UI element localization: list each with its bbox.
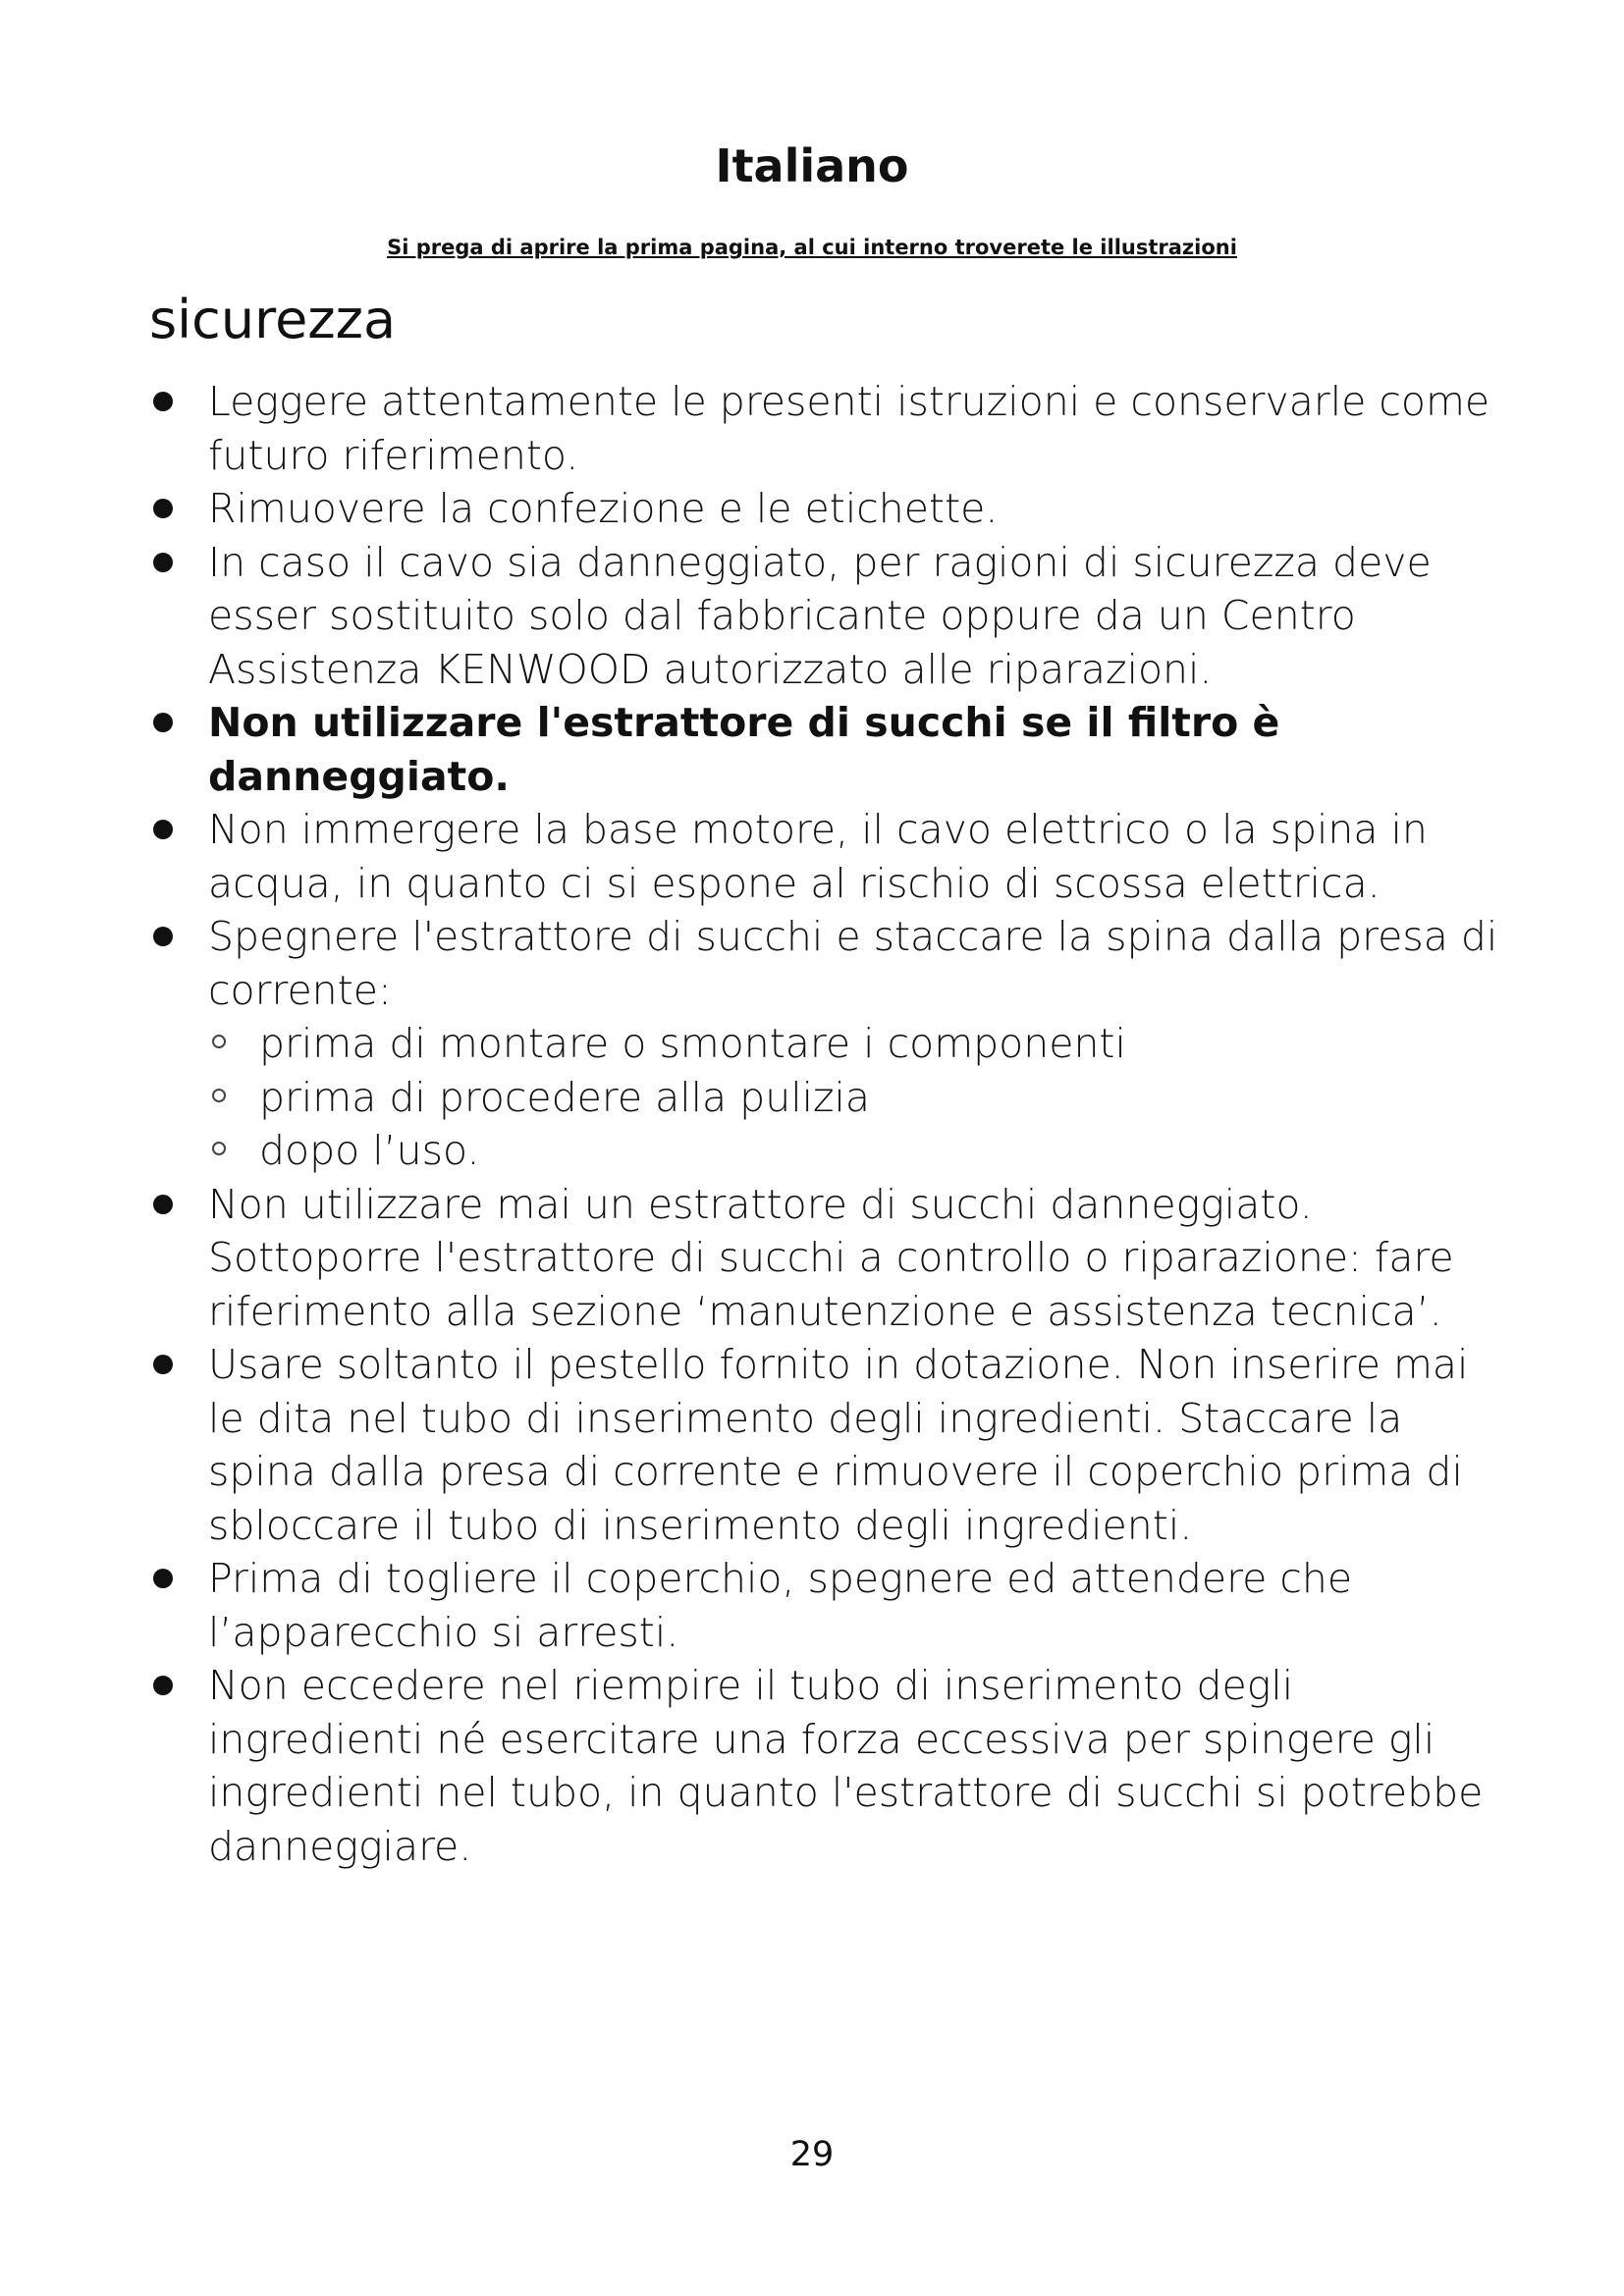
list-item (149, 1552, 1504, 1659)
circle-bullet-icon (212, 1035, 226, 1048)
list-item-text: Usare soltanto il pestello fornito in dotazione. Non inserire mai le dita nel tubo di inserimento degli ingredienti. Staccare la spina dalla presa di corrente e rimuovere il coperchio prima di sbloccare il tubo di inserimento degli ingredienti. (208, 1341, 1469, 1549)
page-number: 29 (789, 2135, 835, 2174)
list-item-text: Prima di togliere il coperchio, spegnere ed attendere che l’apparecchio si arresti. (208, 1555, 1353, 1656)
list-item-warning (149, 696, 1504, 803)
safety-list (149, 375, 1504, 1873)
sub-list-item-text: prima di montare o smontare i componenti (259, 1020, 1126, 1067)
circle-bullet-icon (212, 1089, 226, 1102)
list-item (149, 536, 1504, 697)
list-item (149, 803, 1504, 910)
sub-list-item-text: prima di procedere alla pulizia (259, 1073, 871, 1121)
bullet-icon (153, 1195, 173, 1214)
list-item (149, 1178, 1504, 1339)
bullet-icon (153, 1676, 173, 1695)
sub-list-item-text: dopo l’uso. (259, 1127, 480, 1174)
bullet-icon (153, 1569, 173, 1588)
sub-list-item (208, 1017, 1504, 1071)
list-item-text: Non eccedere nel riempire il tubo di inserimento degli ingredienti né esercitare una forza eccessiva per spingere gli ingredienti nel tubo, in quanto l'estrattore di succhi si potrebbe danneggiare. (208, 1662, 1484, 1870)
sub-list-item (208, 1071, 1504, 1125)
bullet-icon (153, 820, 173, 839)
list-item-text: Leggere attentamente le presenti istruzioni e conservarle come futuro riferimento. (208, 378, 1490, 479)
section-heading: sicurezza (149, 289, 397, 350)
list-item (149, 1659, 1504, 1873)
list-item-text: Spegnere l'estrattore di succhi e staccare la spina dalla presa di corrente: (208, 913, 1498, 1014)
list-item (149, 910, 1504, 1178)
page-title: Italiano (715, 139, 909, 192)
list-item (149, 482, 1504, 536)
list-item-text: In caso il cavo sia danneggiato, per ragioni di sicurezza deve esser sostituito solo dal fabbricante oppure da un Centro Assistenza KENWOOD autorizzato alle riparazioni. (208, 538, 1432, 693)
list-item-text: Non immergere la base motore, il cavo elettrico o la spina in acqua, in quanto ci si espone al rischio di scossa elettrica. (208, 806, 1428, 907)
list-item-text: Non utilizzare mai un estrattore di succhi danneggiato. Sottoporre l'estrattore di succhi a controllo o riparazione: fare riferimento alla sezione ‘manutenzione e assistenza tecnica’. (208, 1180, 1454, 1335)
bullet-icon (153, 713, 173, 732)
page-subtitle: Si prega di aprire la prima pagina, al cui interno troverete le illustrazioni (387, 236, 1237, 259)
bullet-icon (153, 553, 173, 572)
list-item-text: Non utilizzare l'estrattore di succhi se il filtro è danneggiato. (208, 699, 1280, 800)
list-item (149, 1338, 1504, 1552)
list-item (149, 375, 1504, 482)
bullet-icon (153, 499, 173, 518)
bullet-icon (153, 1355, 173, 1374)
list-item-text: Rimuovere la confezione e le etichette. (208, 485, 999, 532)
bullet-icon (153, 927, 173, 946)
sub-list (208, 1017, 1504, 1178)
circle-bullet-icon (212, 1142, 226, 1155)
sub-list-item (208, 1124, 1504, 1178)
bullet-icon (153, 392, 173, 411)
